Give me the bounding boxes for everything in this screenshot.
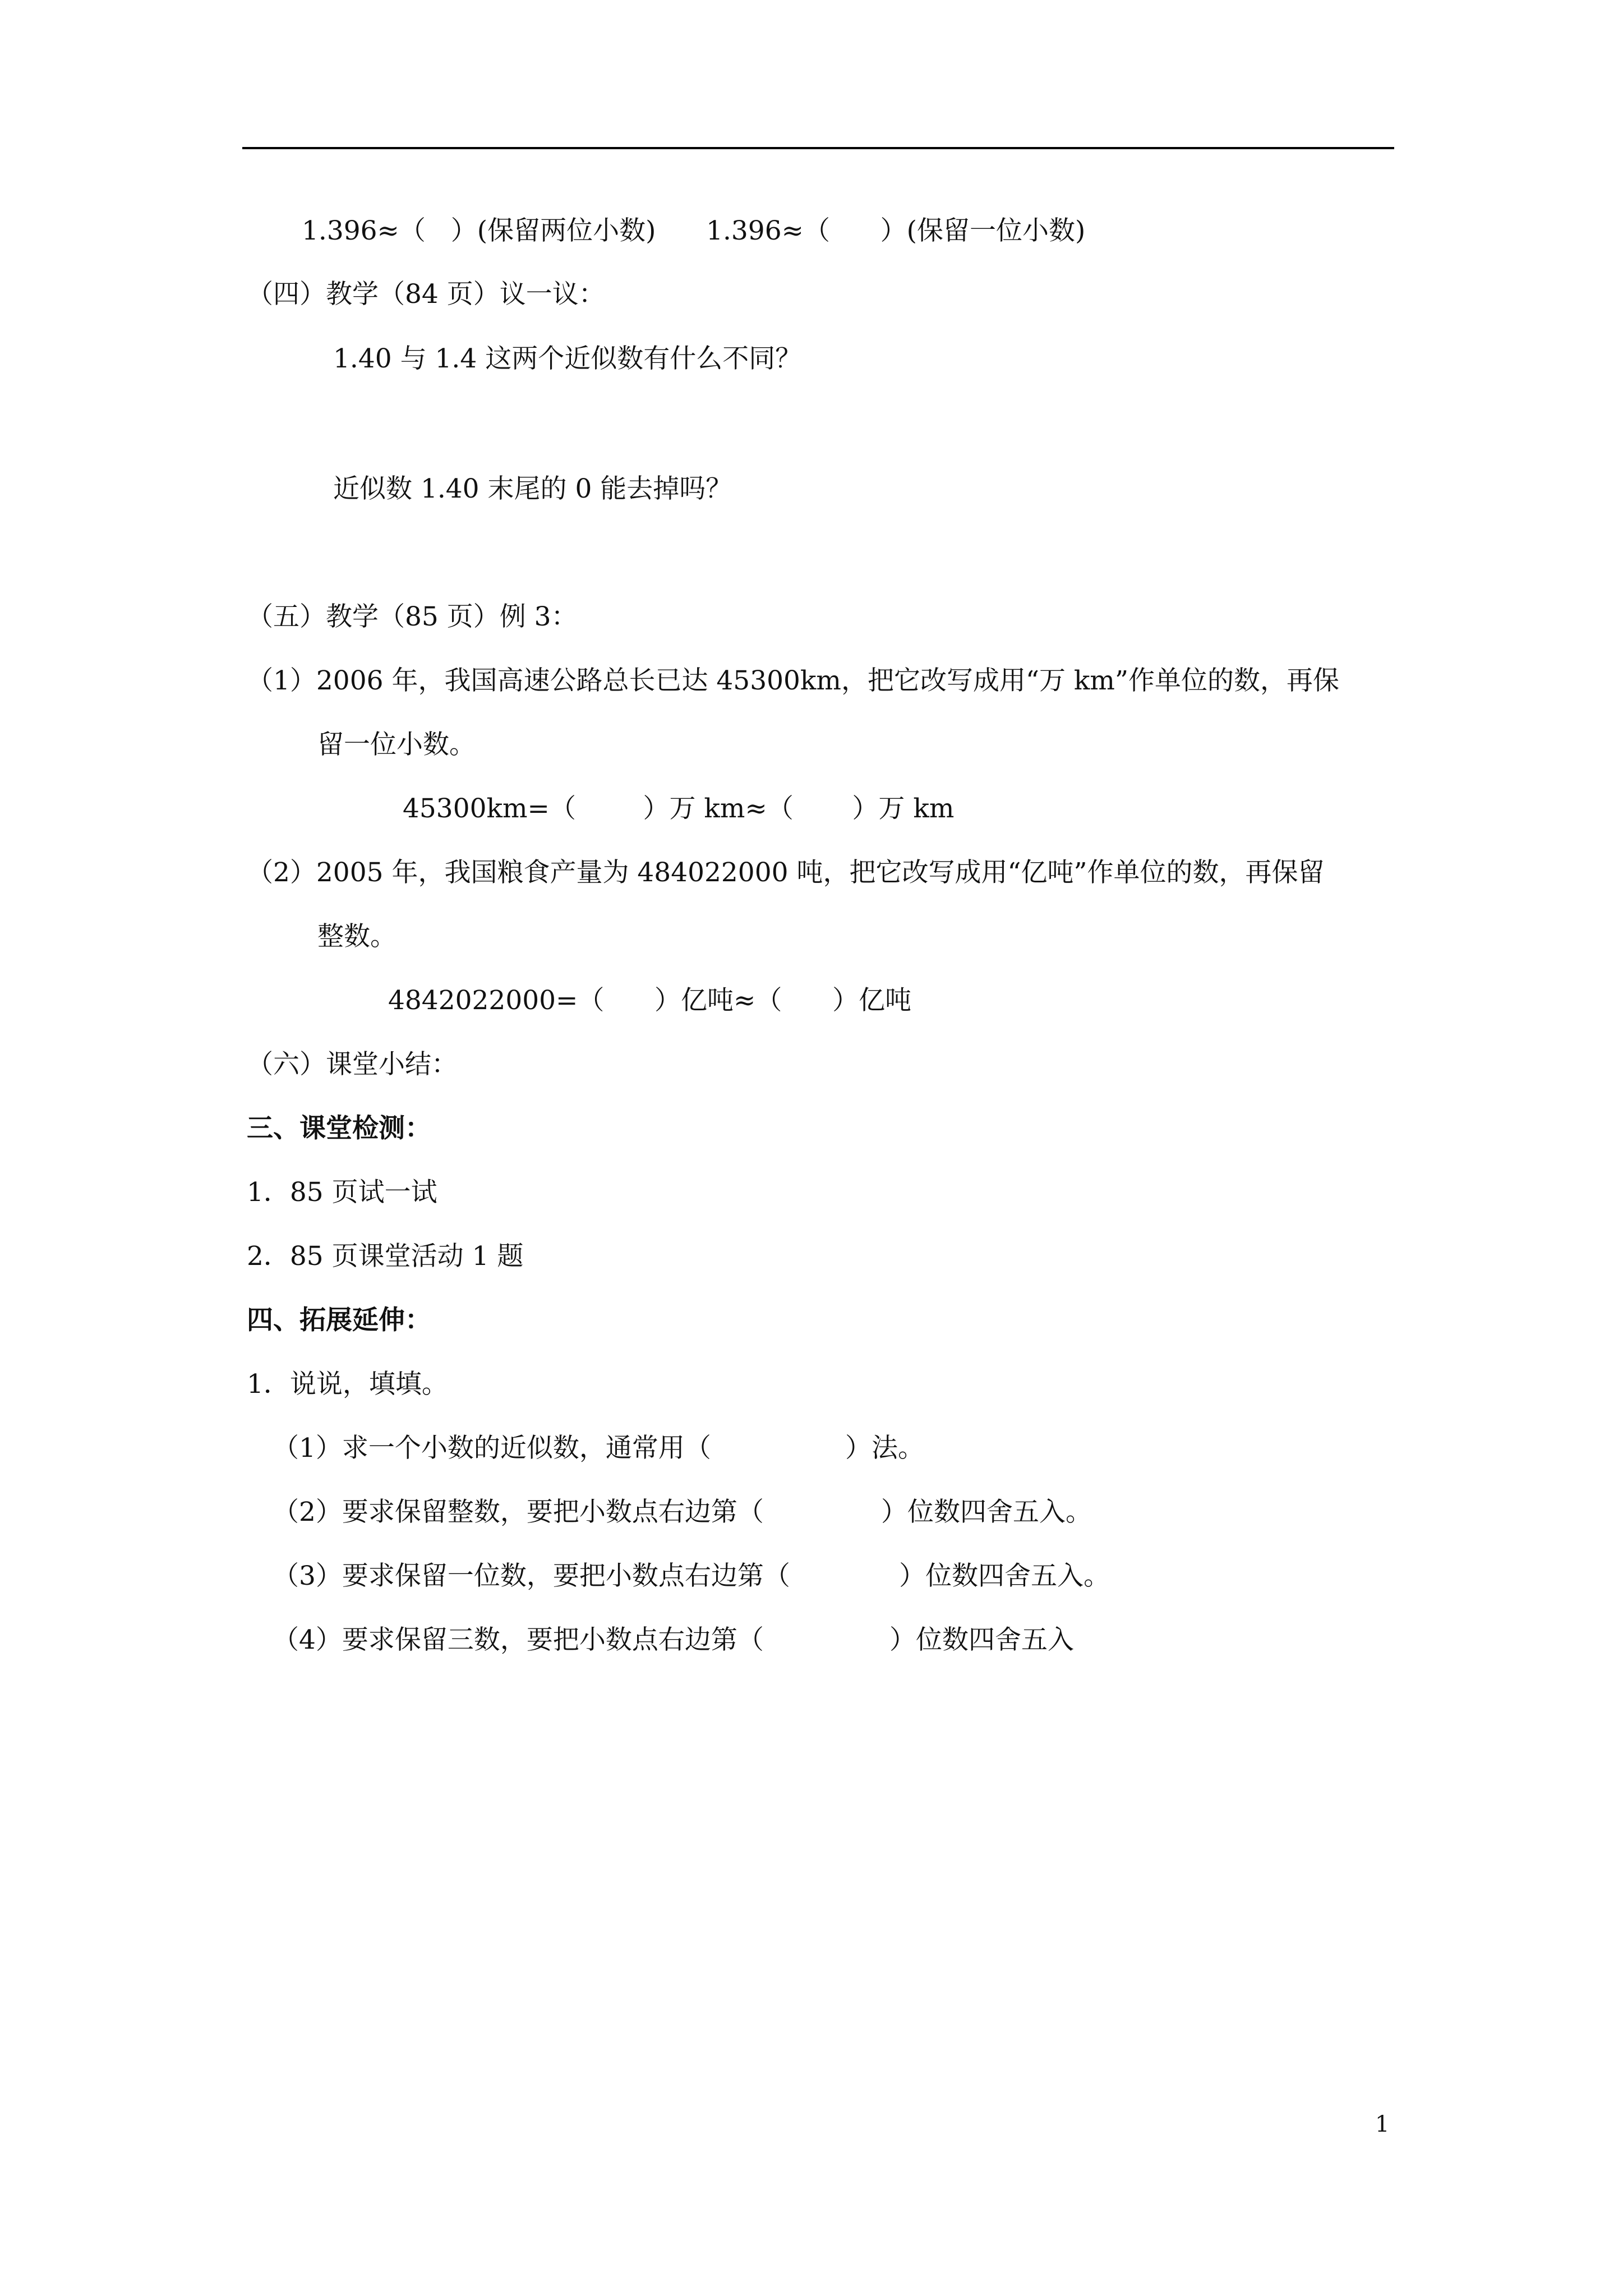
example-2-equation: 4842022000=（ ）亿吨≈（ ）亿吨: [388, 985, 912, 1016]
rounding-exercise-line: 1.396≈（ ）(保留两位小数) 1.396≈（ ）(保留一位小数): [302, 215, 1086, 246]
question-difference: 1.40 与 1.4 这两个近似数有什么不同？: [333, 343, 802, 374]
fill-blank-4: （4）要求保留三数，要把小数点右边第（ ）位数四舍五入: [273, 1625, 1075, 1655]
fill-blank-3: （3）要求保留一位数，要把小数点右边第（ ）位数四舍五入。: [273, 1561, 1110, 1591]
example-1-text-cont: 留一位小数。: [317, 729, 476, 760]
section-heading-discuss: （四）教学（84 页）议一议：: [247, 279, 605, 310]
heading-class-check: 三、课堂检测：: [247, 1113, 431, 1144]
extension-item-1: 1．说说，填填。: [247, 1369, 448, 1400]
fill-blank-2: （2）要求保留整数，要把小数点右边第（ ）位数四舍五入。: [273, 1497, 1092, 1527]
section-heading-summary: （六）课堂小结：: [247, 1049, 458, 1080]
check-item-2: 2．85 页课堂活动 1 题: [247, 1241, 524, 1272]
page-number: 1: [1375, 2111, 1390, 2137]
fill-blank-1: （1）求一个小数的近似数，通常用（ ）法。: [273, 1433, 924, 1464]
header-rule: [242, 147, 1394, 149]
heading-extension: 四、拓展延伸：: [247, 1305, 431, 1336]
section-heading-example: （五）教学（85 页）例 3：: [247, 601, 578, 632]
example-2-text: （2）2005 年，我国粮食产量为 484022000 吨，把它改写成用“亿吨”作单位的数，再保留: [247, 857, 1325, 888]
example-2-text-cont: 整数。: [317, 921, 396, 952]
check-item-1: 1．85 页试一试: [247, 1177, 437, 1208]
example-1-text: （1）2006 年，我国高速公路总长已达 45300km，把它改写成用“万 km”作单位的数，再保: [247, 665, 1339, 696]
question-remove-zero: 近似数 1.40 末尾的 0 能去掉吗？: [333, 473, 732, 504]
example-1-equation: 45300km=（ ）万 km≈（ ）万 km: [403, 793, 955, 824]
